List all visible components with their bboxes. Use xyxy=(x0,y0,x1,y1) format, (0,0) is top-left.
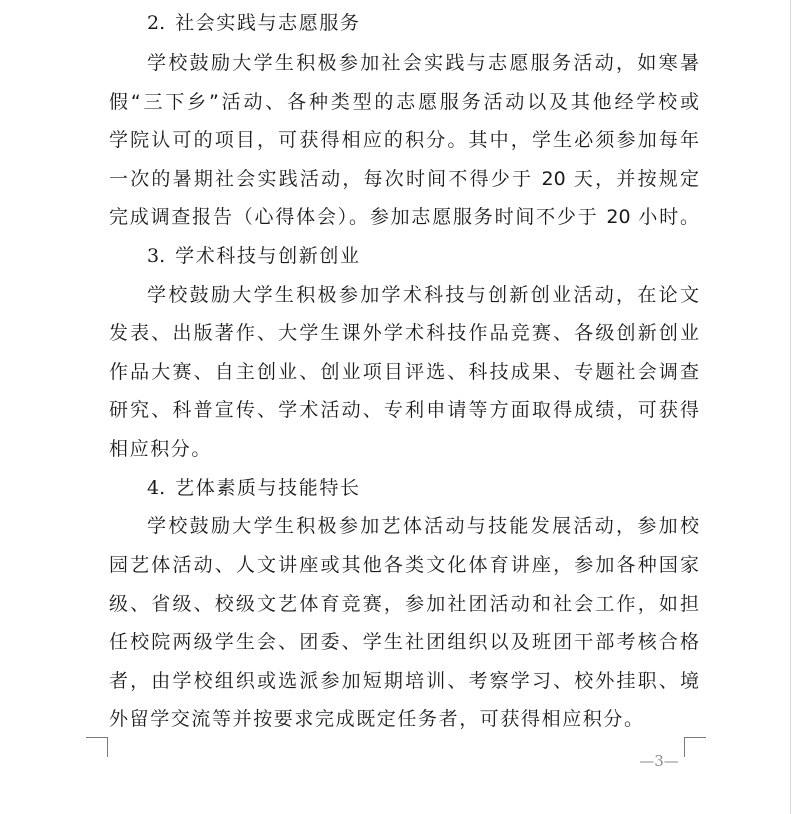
paragraph-line: 完成调查报告（心得体会）。参加志愿服务时间不少于 20 小时。 xyxy=(109,206,699,228)
section-heading-4 xyxy=(147,476,361,500)
paragraph-line: 发表、出版著作、大学生课外学术科技作品竞赛、各级创新创业 xyxy=(109,322,699,344)
paragraph-line: 外留学交流等并按要求完成既定任务者，可获得相应积分。 xyxy=(109,708,645,730)
paragraph-line: 假“三下乡”活动、各种类型的志愿服务活动以及其他经学校或 xyxy=(109,91,699,113)
paragraph-line: 任校院两级学生会、团委、学生社团组织以及班团干部考核合格 xyxy=(109,631,699,653)
paragraph-line: 园艺体活动、人文讲座或其他各类文化体育讲座，参加各种国家 xyxy=(109,554,699,576)
paragraph-line: 研究、科普宣传、学术活动、专利申请等方面取得成绩，可获得 xyxy=(109,399,699,421)
paragraph-line: 相应积分。 xyxy=(109,438,213,460)
corner-mark-left-stem xyxy=(107,737,108,757)
paragraph-line: 者，由学校组织或选派参加短期培训、考察学习、校外挂职、境 xyxy=(109,670,699,692)
paragraph-line: 学校鼓励大学生积极参加艺体活动与技能发展活动，参加校 xyxy=(147,515,699,537)
paragraph-line: 级、省级、校级文艺体育竞赛，参加社团活动和社会工作，如担 xyxy=(109,593,699,615)
page-edge-divider xyxy=(790,0,791,814)
section-number: 4. xyxy=(147,477,166,499)
corner-mark-right xyxy=(684,737,706,738)
paragraph-line: 学校鼓励大学生积极参加学术科技与创新创业活动，在论文 xyxy=(147,284,699,306)
section-title: 艺体素质与技能特长 xyxy=(175,477,361,499)
paragraph-line: 学校鼓励大学生积极参加社会实践与志愿服务活动，如寒暑 xyxy=(147,52,699,74)
section-title: 社会实践与志愿服务 xyxy=(175,12,361,34)
section-number: 3. xyxy=(147,245,166,267)
section-number: 2. xyxy=(147,12,166,34)
section-title: 学术科技与创新创业 xyxy=(175,245,361,267)
paragraph-line: 作品大赛、自主创业、创业项目评选、科技成果、专题社会调查 xyxy=(109,361,699,383)
section-heading-2 xyxy=(147,11,361,35)
corner-mark-left xyxy=(86,737,108,738)
paragraph-line: 学院认可的项目，可获得相应的积分。其中，学生必须参加每年 xyxy=(109,129,699,151)
paragraph-line: 一次的暑期社会实践活动，每次时间不得少于 20 天，并按规定 xyxy=(109,168,699,190)
page-number: —3— xyxy=(639,752,679,770)
section-heading-3 xyxy=(147,244,361,268)
